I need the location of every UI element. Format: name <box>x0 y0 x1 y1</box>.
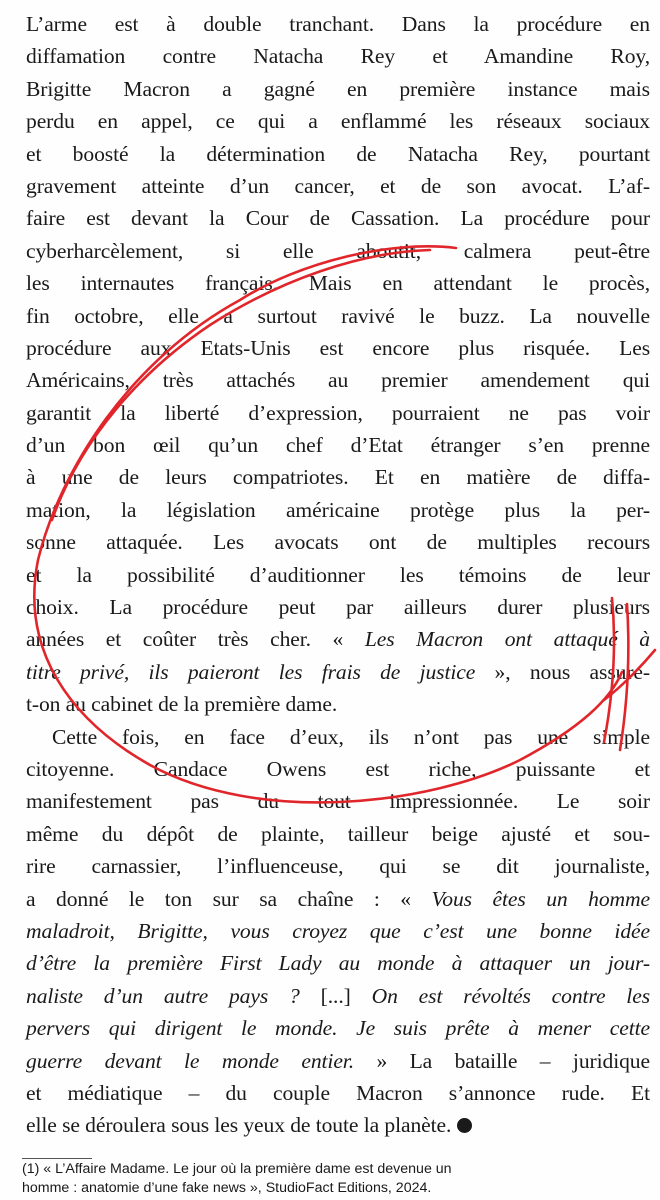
article-line <box>26 170 650 202</box>
article-line <box>26 429 650 461</box>
article-line <box>26 40 650 72</box>
body-text: mation, la législation américaine protège plus la per- <box>26 497 650 522</box>
body-text: rire carnassier, l’influenceuse, qui se dit journaliste, <box>26 854 650 879</box>
body-text: a donné le ton sur sa chaîne : « <box>26 886 432 911</box>
article-line <box>26 656 650 688</box>
quote-text: guerre devant le monde entier. <box>26 1048 355 1073</box>
quote-text: maladroit, Brigitte, vous croyez que c’est une bonne idée <box>26 918 650 943</box>
article-body <box>26 8 650 1142</box>
article-line <box>26 721 650 753</box>
article-line <box>26 300 650 332</box>
body-text: fin octobre, elle a surtout ravivé le buzz. La nouvelle <box>26 303 650 328</box>
body-text: et boosté la détermination de Natacha Rey, pourtant <box>26 141 650 166</box>
article-line <box>26 235 650 267</box>
quote-text: naliste d’un autre pays ? <box>26 983 321 1008</box>
article-line <box>26 818 650 850</box>
article-line <box>26 850 650 882</box>
article-line <box>26 688 650 720</box>
article-line <box>26 947 650 979</box>
body-text: à une de leurs compatriotes. Et en matière de diffa- <box>26 465 650 490</box>
article-line <box>26 753 650 785</box>
body-text: manifestement pas du tout impressionnée. Le soir <box>26 789 650 814</box>
body-text: elle se déroulera sous les yeux de toute la planète. <box>26 1113 452 1138</box>
article-line <box>26 73 650 105</box>
article-line <box>26 883 650 915</box>
body-text: années et coûter très cher. « <box>26 627 365 652</box>
body-text: Cette fois, en face d’eux, ils n’ont pas une simple <box>52 724 650 749</box>
body-text: cyberharcèlement, si elle aboutit, calmera peut-être <box>26 238 650 263</box>
footnote-line: (1) « L’Affaire Madame. Le jour où la première dame est devenue un <box>22 1161 452 1177</box>
article-line <box>26 8 650 40</box>
article-line <box>26 494 650 526</box>
body-text: diffamation contre Natacha Rey et Amandine Roy, <box>26 44 650 69</box>
body-text: » La bataille – juridique <box>354 1048 650 1073</box>
body-text: faire est devant la Cour de Cassation. La procédure pour <box>26 206 650 231</box>
footnote-divider <box>22 1158 92 1159</box>
article-line <box>26 461 650 493</box>
article-line <box>26 559 650 591</box>
body-text: procédure aux Etats-Unis est encore plus risquée. Les <box>26 335 650 360</box>
quote-text: titre privé, ils paieront les frais de justice <box>26 659 476 684</box>
quote-text: Les Macron ont attaqué à <box>364 627 651 652</box>
quote-text: pervers qui dirigent le monde. Je suis prête à mener cette <box>26 1016 650 1041</box>
body-text: même du dépôt de plainte, tailleur beige ajusté et sou- <box>26 821 650 846</box>
quote-text: On est révoltés contre les <box>371 983 650 1008</box>
quote-text: Vous êtes un homme <box>431 886 650 911</box>
body-text: citoyenne. Candace Owens est riche, puissante et <box>26 756 650 781</box>
article-line <box>26 397 650 429</box>
article-line <box>26 1077 650 1109</box>
body-text: et médiatique – du couple Macron s’annonce rude. Et <box>26 1080 650 1105</box>
body-text: [...] <box>320 983 372 1008</box>
quote-text: d’être la première First Lady au monde à attaquer un jour- <box>26 951 650 976</box>
article-line <box>26 364 650 396</box>
body-text: garantit la liberté d’expression, pourraient ne pas voir <box>26 400 650 425</box>
article-line <box>26 1045 650 1077</box>
body-text: perdu en appel, ce qui a enflammé les réseaux sociaux <box>26 109 650 134</box>
body-text: et la possibilité d’auditionner les témoins de leur <box>26 562 650 587</box>
article-line <box>26 623 650 655</box>
article-line <box>26 785 650 817</box>
end-of-article-icon <box>457 1118 472 1133</box>
article-line <box>26 915 650 947</box>
footnote <box>22 1160 642 1198</box>
article-line <box>26 526 650 558</box>
article-line <box>26 202 650 234</box>
body-text: les internautes français. Mais en attendant le procès, <box>26 271 650 296</box>
body-text: t-on au cabinet de la première dame. <box>26 692 338 717</box>
body-text: L’arme est à double tranchant. Dans la procédure en <box>26 12 650 36</box>
article-line <box>26 1012 650 1044</box>
article-line <box>26 1109 650 1141</box>
body-text: gravement atteinte d’un cancer, et de son avocat. L’af- <box>26 173 650 198</box>
article-line <box>26 980 650 1012</box>
article-line <box>26 105 650 137</box>
body-text: d’un bon œil qu’un chef d’Etat étranger s’en prenne <box>26 433 650 458</box>
article-line <box>26 591 650 623</box>
footnote-line: homme : anatomie d’une fake news », StudioFact Editions, 2024. <box>22 1180 432 1196</box>
article-line <box>26 267 650 299</box>
article-line <box>26 332 650 364</box>
body-text: choix. La procédure peut par ailleurs durer plusieurs <box>26 595 650 620</box>
article-line <box>26 138 650 170</box>
body-text: Américains, très attachés au premier amendement qui <box>26 368 650 393</box>
body-text: Brigitte Macron a gagné en première instance mais <box>26 76 650 101</box>
body-text: », nous assure- <box>475 659 650 684</box>
body-text: sonne attaquée. Les avocats ont de multiples recours <box>26 530 650 555</box>
